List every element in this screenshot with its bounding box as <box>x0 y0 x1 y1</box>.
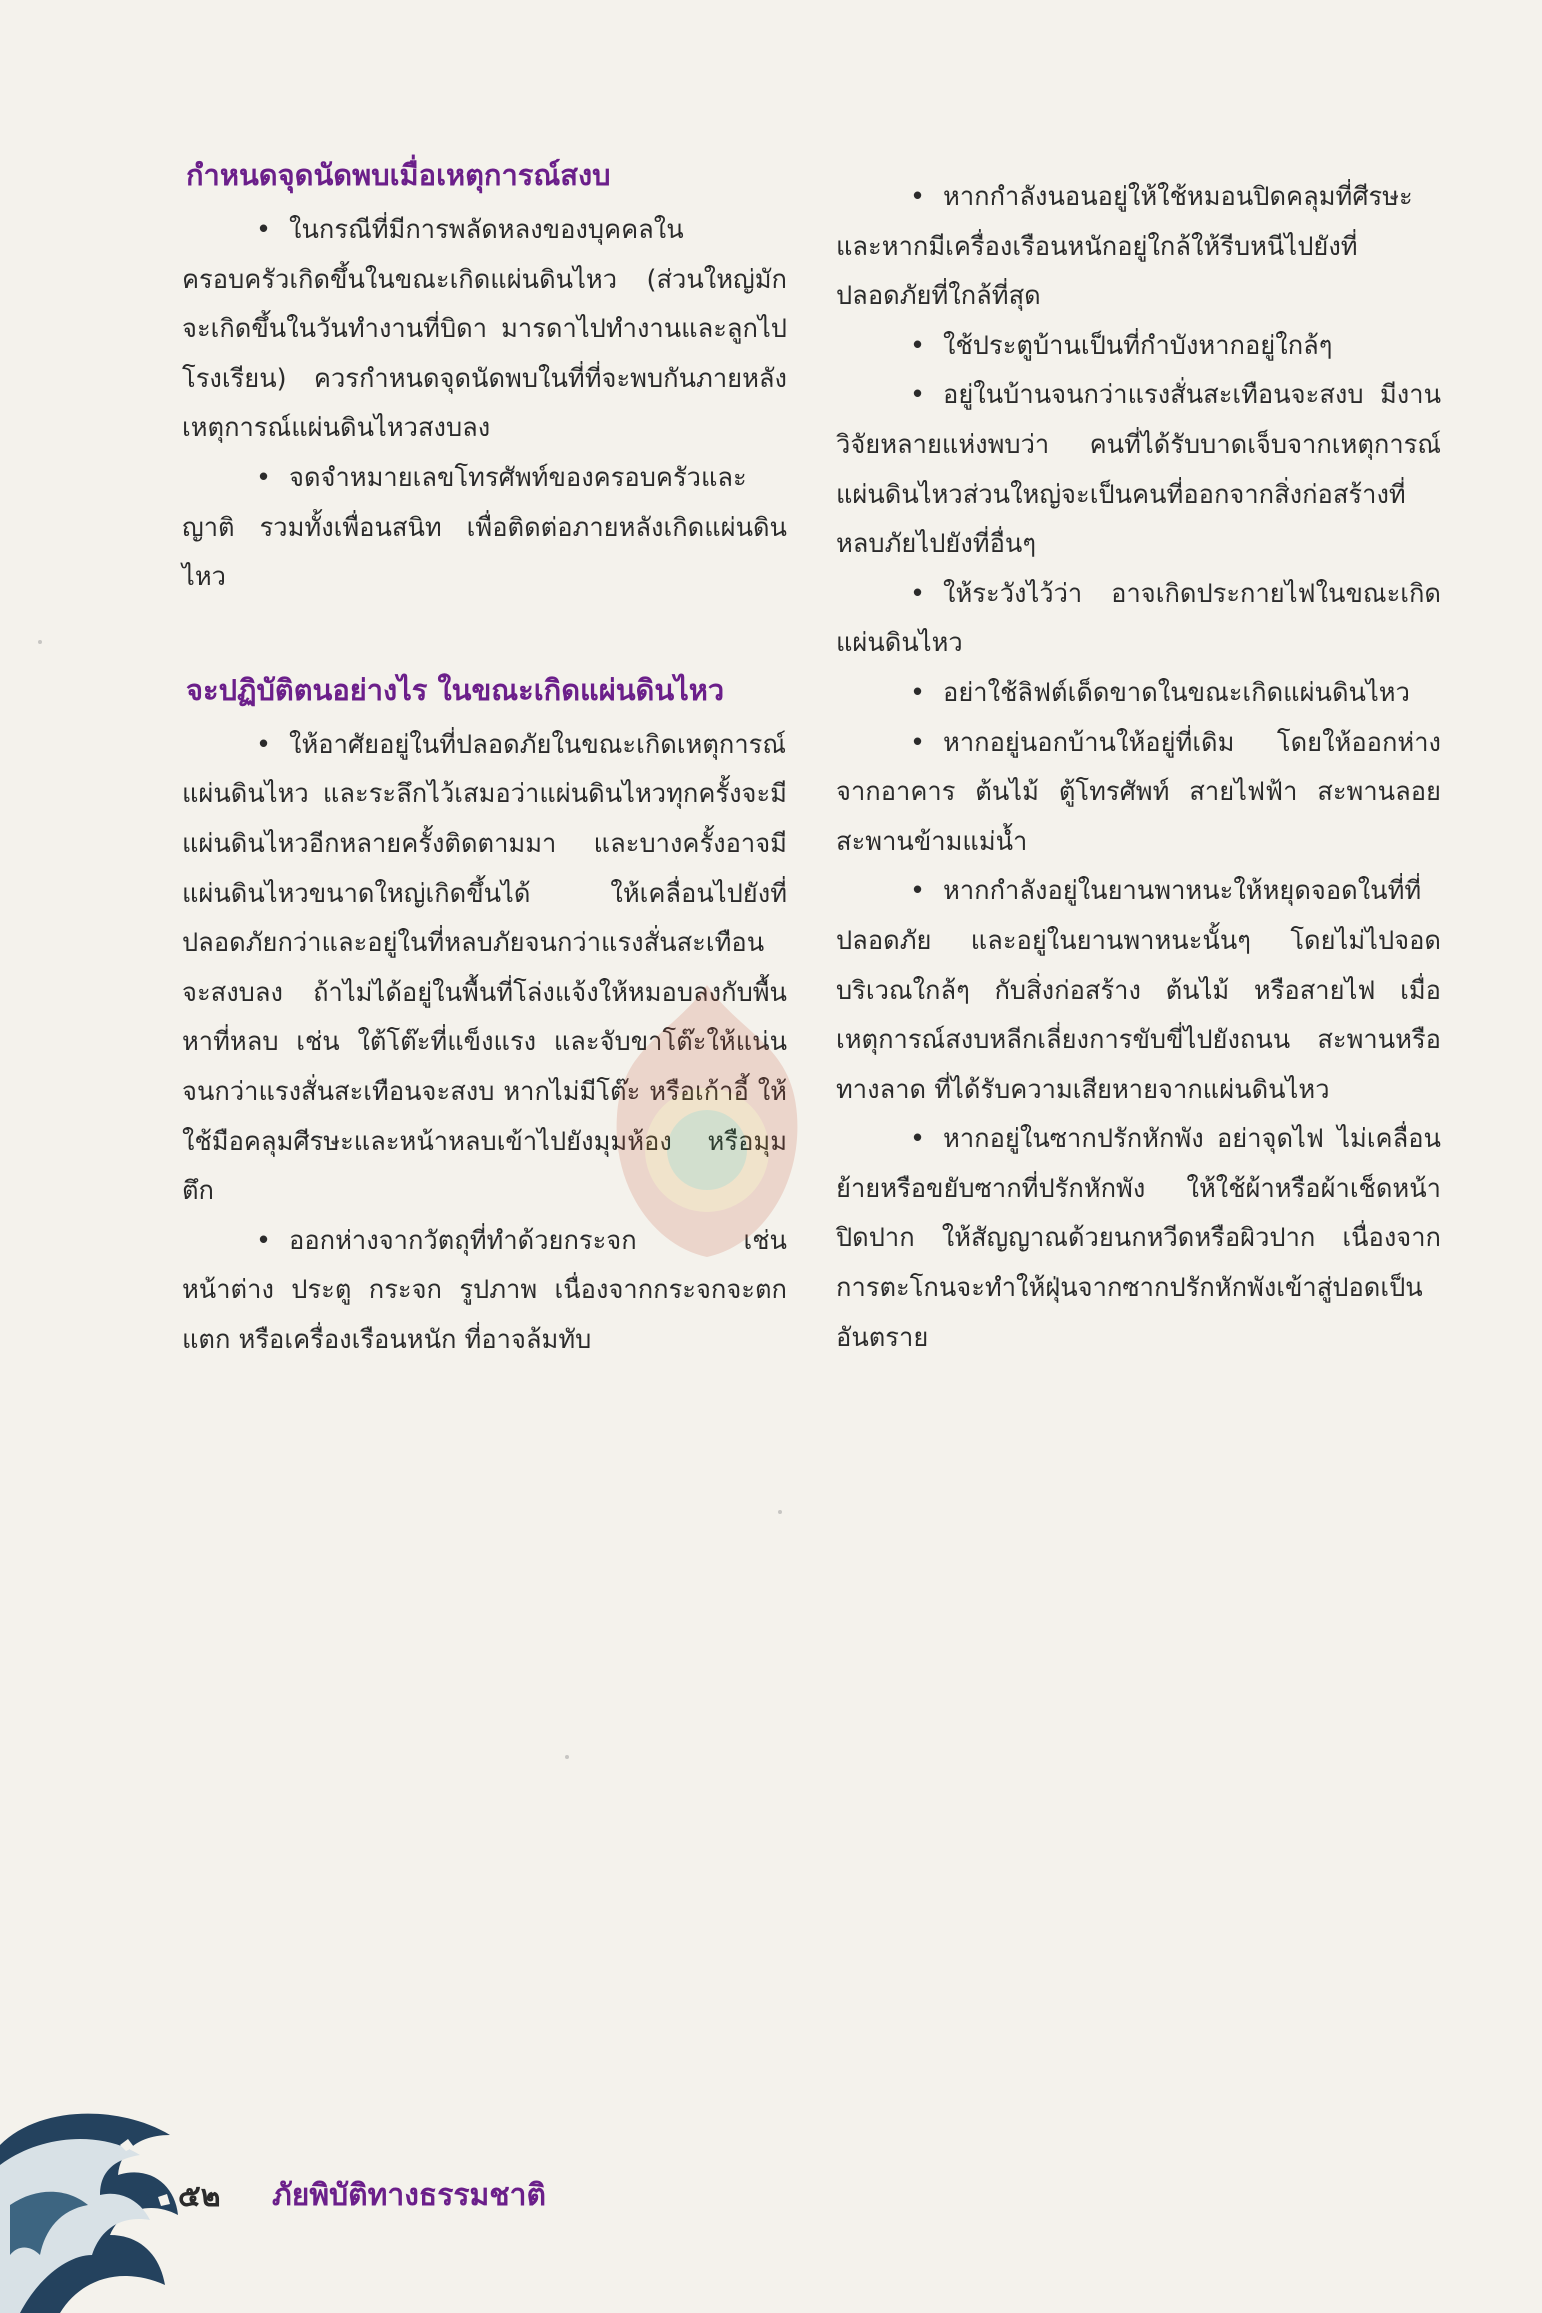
right-column <box>836 173 1441 1363</box>
paragraph <box>182 206 787 454</box>
paper-speck <box>778 1510 782 1514</box>
emblem-watermark-icon <box>592 975 822 1265</box>
bullet-icon: • <box>256 1225 272 1256</box>
bullet-icon: • <box>910 578 926 609</box>
page-number: ๕๒ <box>178 2179 221 2214</box>
paragraph <box>836 570 1441 669</box>
paragraph-text: ใช้ประตูบ้านเป็นที่กำบังหากอยู่ใกล้ๆ <box>943 330 1333 361</box>
section-heading-meeting-point: กำหนดจุดนัดพบเมื่อเหตุการณ์สงบ <box>186 158 611 192</box>
paragraph-text: อยู่ในบ้านจนกว่าแรงสั่นสะเทือนจะสงบ มีงานวิจัยหลายแห่งพบว่า คนที่ได้รับบาดเจ็บจากเหตุการณ์แผ่นดินไหวส่วนใหญ่จะเป็นคนที่ออกจากสิ่งก่อสร้างที่หลบภัยไปยังที่อื่นๆ <box>836 380 1441 560</box>
paragraph <box>836 371 1441 569</box>
paragraph-text: หากกำลังนอนอยู่ให้ใช้หมอนปิดคลุมที่ศีรษะ และหากมีเครื่องเรือนหนักอยู่ใกล้ให้รีบหนีไปยังที่ปลอดภัยที่ใกล้ที่สุด <box>836 182 1413 312</box>
bullet-icon: • <box>910 182 926 212</box>
bullet-icon: • <box>910 330 926 361</box>
paragraph-text: หากอยู่ในซากปรักหักพัง อย่าจุดไฟ ไม่เคลื่อนย้ายหรือขยับซากที่ปรักหักพัง ให้ใช้ผ้าหรือผ้าเช็ดหน้าปิดปาก ให้สัญญาณด้วยนกหวีดหรือผิวปาก เนื่องจากการตะโกนจะทำให้ฝุ่นจากซากปรักหักพังเข้าสู่ปอดเป็นอันตราย <box>836 1124 1441 1353</box>
section-heading-during-earthquake: จะปฏิบัติตนอย่างไร ในขณะเกิดแผ่นดินไหว <box>186 672 725 707</box>
bullet-icon: • <box>910 727 926 758</box>
great-wave-icon <box>0 2105 200 2313</box>
paper-speck <box>38 640 42 644</box>
paragraph <box>836 669 1441 719</box>
paragraph <box>836 867 1441 1115</box>
paper-speck <box>565 1755 569 1759</box>
bullet-icon: • <box>910 380 926 411</box>
bullet-icon: • <box>910 876 926 907</box>
paragraph-text: ให้ระวังไว้ว่า อาจเกิดประกายไฟในขณะเกิดแผ่นดินไหว <box>836 578 1441 659</box>
paragraph-text: ออกห่างจากวัตถุที่ทำด้วยกระจก เช่น หน้าต่าง ประตู กระจก รูปภาพ เนื่องจากกระจกจะตกแตก หรือเครื่องเรือนหนัก ที่อาจล้มทับ <box>182 1225 787 1355</box>
bullet-icon: • <box>256 729 272 760</box>
paragraph <box>836 719 1441 868</box>
paragraph-text: ให้อาศัยอยู่ในที่ปลอดภัยในขณะเกิดเหตุการณ์แผ่นดินไหว และระลึกไว้เสมอว่าแผ่นดินไหวทุกครั้งจะมีแผ่นดินไหวอีกหลายครั้งติดตามมา และบางครั้งอาจมีแผ่นดินไหวขนาดใหญ่เกิดขึ้นได้ ให้เคลื่อนไปยังที่ปลอดภัยกว่าและอยู่ในที่หลบภัยจนกว่าแรงสั่นสะเทือนจะสงบลง ถ้าไม่ได้อยู่ในพื้นที่โล่งแจ้งให้หมอบลงกับพื้นหาที่หลบ เช่น ใต้โต๊ะที่แข็งแรง และจับขาโต๊ะให้แน่นจนกว่าแรงสั่นสะเทือนจะสงบ หากไม่มีโต๊ะ หรือเก้าอี้ ให้ใช้มือคลุมศีรษะและหน้าหลบเข้าไปยังมุมห้อง หรือมุมตึก <box>182 729 787 1207</box>
paragraph <box>836 1115 1441 1363</box>
bullet-icon: • <box>256 215 272 245</box>
page-footer <box>0 2105 560 2313</box>
bullet-icon: • <box>910 1124 926 1155</box>
paragraph-text: หากอยู่นอกบ้านให้อยู่ที่เดิม โดยให้ออกห่างจากอาคาร ต้นไม้ ตู้โทรศัพท์ สายไฟฟ้า สะพานลอย สะพานข้ามแม่น้ำ <box>836 727 1441 857</box>
bullet-icon: • <box>910 677 926 708</box>
paragraph-text: จดจำหมายเลขโทรศัพท์ของครอบครัวและญาติ รวมทั้งเพื่อนสนิท เพื่อติดต่อภายหลังเกิดแผ่นดินไหว <box>182 462 787 593</box>
book-title: ภัยพิบัติทางธรรมชาติ <box>272 2178 546 2213</box>
paragraph-text: ในกรณีที่มีการพลัดหลงของบุคคลในครอบครัวเกิดขึ้นในขณะเกิดแผ่นดินไหว (ส่วนใหญ่มักจะเกิดขึ้นในวันทำงานที่บิดา มารดาไปทำงานและลูกไปโรงเรียน) ควรกำหนดจุดนัดพบในที่ที่จะพบกันภายหลังเหตุการณ์แผ่นดินไหวสงบลง <box>182 215 787 444</box>
paragraph-text: หากกำลังอยู่ในยานพาหนะให้หยุดจอดในที่ที่ปลอดภัย และอยู่ในยานพาหนะนั้นๆ โดยไม่ไปจอดบริเวณใกล้ๆ กับสิ่งก่อสร้าง ต้นไม้ หรือสายไฟ เมื่อเหตุการณ์สงบหลีกเลี่ยงการขับขี่ไปยังถนน สะพานหรือทางลาด ที่ได้รับความเสียหายจากแผ่นดินไหว <box>836 876 1441 1105</box>
paragraph <box>836 322 1441 372</box>
paragraph-text: อย่าใช้ลิฟต์เด็ดขาดในขณะเกิดแผ่นดินไหว <box>943 677 1410 708</box>
bullet-icon: • <box>256 462 272 493</box>
paragraph <box>836 173 1441 322</box>
paragraph <box>182 454 787 603</box>
